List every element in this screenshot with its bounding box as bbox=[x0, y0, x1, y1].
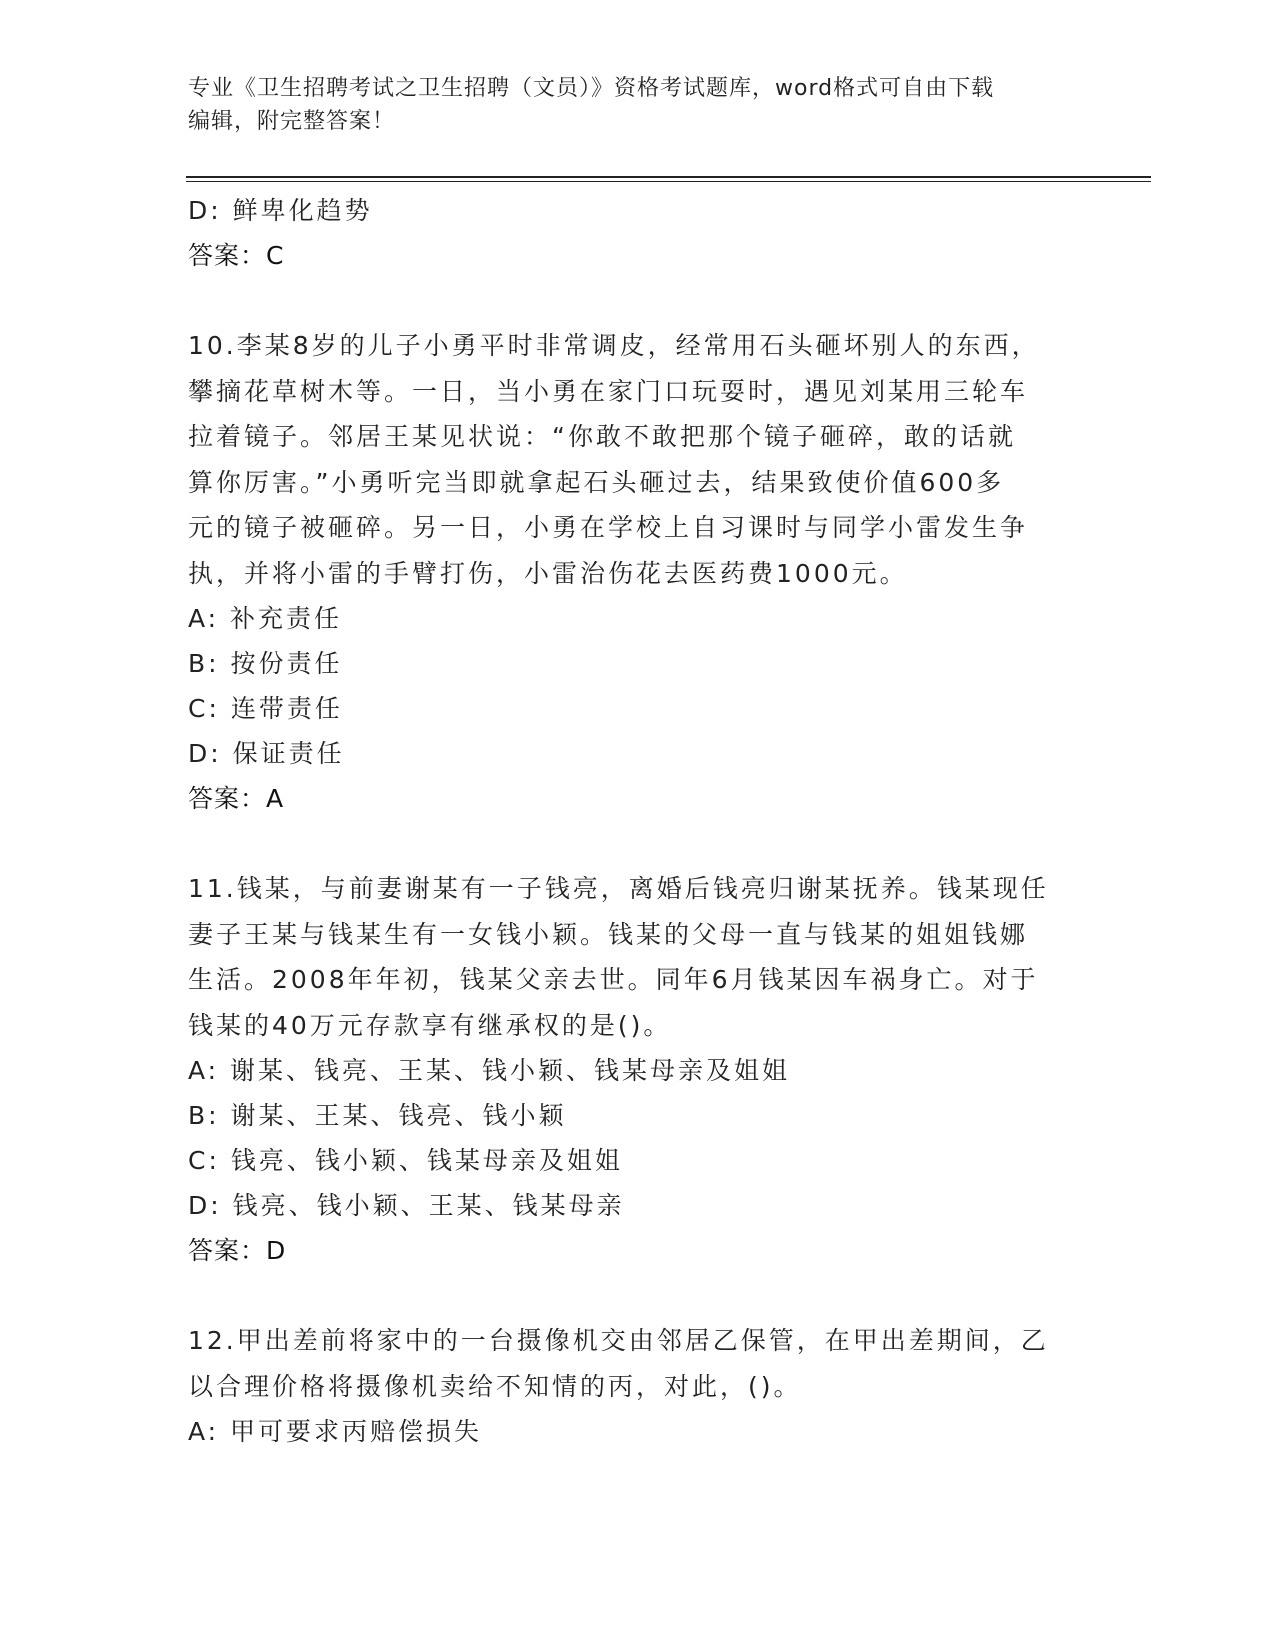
stem-line: 钱某的40万元存款享有继承权的是()。 bbox=[188, 1010, 672, 1040]
question-stem bbox=[188, 323, 1078, 596]
header-line-2: 编辑，附完整答案！ bbox=[188, 109, 396, 134]
answer-line: 答案：A bbox=[188, 784, 285, 813]
header-divider-thick bbox=[186, 176, 1151, 178]
option-d: D: 钱亮、钱小颖、王某、钱某母亲 bbox=[188, 1191, 625, 1220]
option-c: C: 钱亮、钱小颖、钱某母亲及姐姐 bbox=[188, 1146, 623, 1175]
stem-line: 拉着镜子。邻居王某见状说：“你敢不敢把那个镜子砸碎，敢的话就 bbox=[188, 422, 1016, 451]
option-b: B: 谢某、王某、钱亮、钱小颖 bbox=[188, 1101, 567, 1130]
stem-line: 元的镜子被砸碎。另一日，小勇在学校上自习课时与同学小雷发生争 bbox=[188, 513, 1029, 542]
stem-line: 10.李某8岁的儿子小勇平时非常调皮，经常用石头砸坏别人的东西， bbox=[188, 331, 1040, 360]
spacer bbox=[188, 821, 1078, 866]
stem-line: 生活。2008年年初，钱某父亲去世。同年6月钱某因车祸身亡。对于 bbox=[188, 965, 1039, 994]
stem-line: 攀摘花草树木等。一日，当小勇在家门口玩耍时，遇见刘某用三轮车 bbox=[188, 376, 1029, 406]
option-d: D: 保证责任 bbox=[188, 739, 345, 768]
option-a: A: 甲可要求丙赔偿损失 bbox=[188, 1417, 483, 1446]
spacer bbox=[188, 1273, 1078, 1318]
previous-question-tail bbox=[188, 188, 1078, 278]
stem-line: 以合理价格将摄像机卖给不知情的丙，对此，()。 bbox=[188, 1371, 802, 1401]
stem-line: 执，并将小雷的手臂打伤，小雷治伤花去医药费1000元。 bbox=[188, 558, 908, 588]
answer-line: 答案：D bbox=[188, 1236, 287, 1265]
question-12 bbox=[188, 1318, 1078, 1454]
question-10 bbox=[188, 323, 1078, 821]
option-a: A: 谢某、钱亮、王某、钱小颖、钱某母亲及姐姐 bbox=[188, 1056, 791, 1085]
document-header bbox=[188, 72, 1068, 138]
answer-line: 答案：C bbox=[188, 241, 285, 270]
stem-line: 11.钱某，与前妻谢某有一子钱亮，离婚后钱亮归谢某抚养。钱某现任 bbox=[188, 874, 1049, 903]
option-c: C: 连带责任 bbox=[188, 694, 343, 723]
header-line-1: 专业《卫生招聘考试之卫生招聘（文员）》资格考试题库，word格式可自由下载 bbox=[188, 76, 995, 101]
option-d: D: 鲜卑化趋势 bbox=[188, 196, 373, 225]
stem-line: 12.甲出差前将家中的一台摄像机交由邻居乙保管，在甲出差期间，乙 bbox=[188, 1326, 1049, 1355]
stem-line: 算你厉害。”小勇听完当即就拿起石头砸过去，结果致使价值600多 bbox=[188, 467, 1005, 497]
question-stem bbox=[188, 1318, 1078, 1409]
option-b: B: 按份责任 bbox=[188, 649, 343, 678]
stem-line: 妻子王某与钱某生有一女钱小颖。钱某的父母一直与钱某的姐姐钱娜 bbox=[188, 919, 1029, 949]
document-body bbox=[188, 188, 1078, 1454]
question-11 bbox=[188, 866, 1078, 1273]
option-a: A: 补充责任 bbox=[188, 604, 343, 633]
question-stem bbox=[188, 866, 1078, 1048]
header-divider-thin bbox=[186, 181, 1151, 182]
spacer bbox=[188, 278, 1078, 323]
